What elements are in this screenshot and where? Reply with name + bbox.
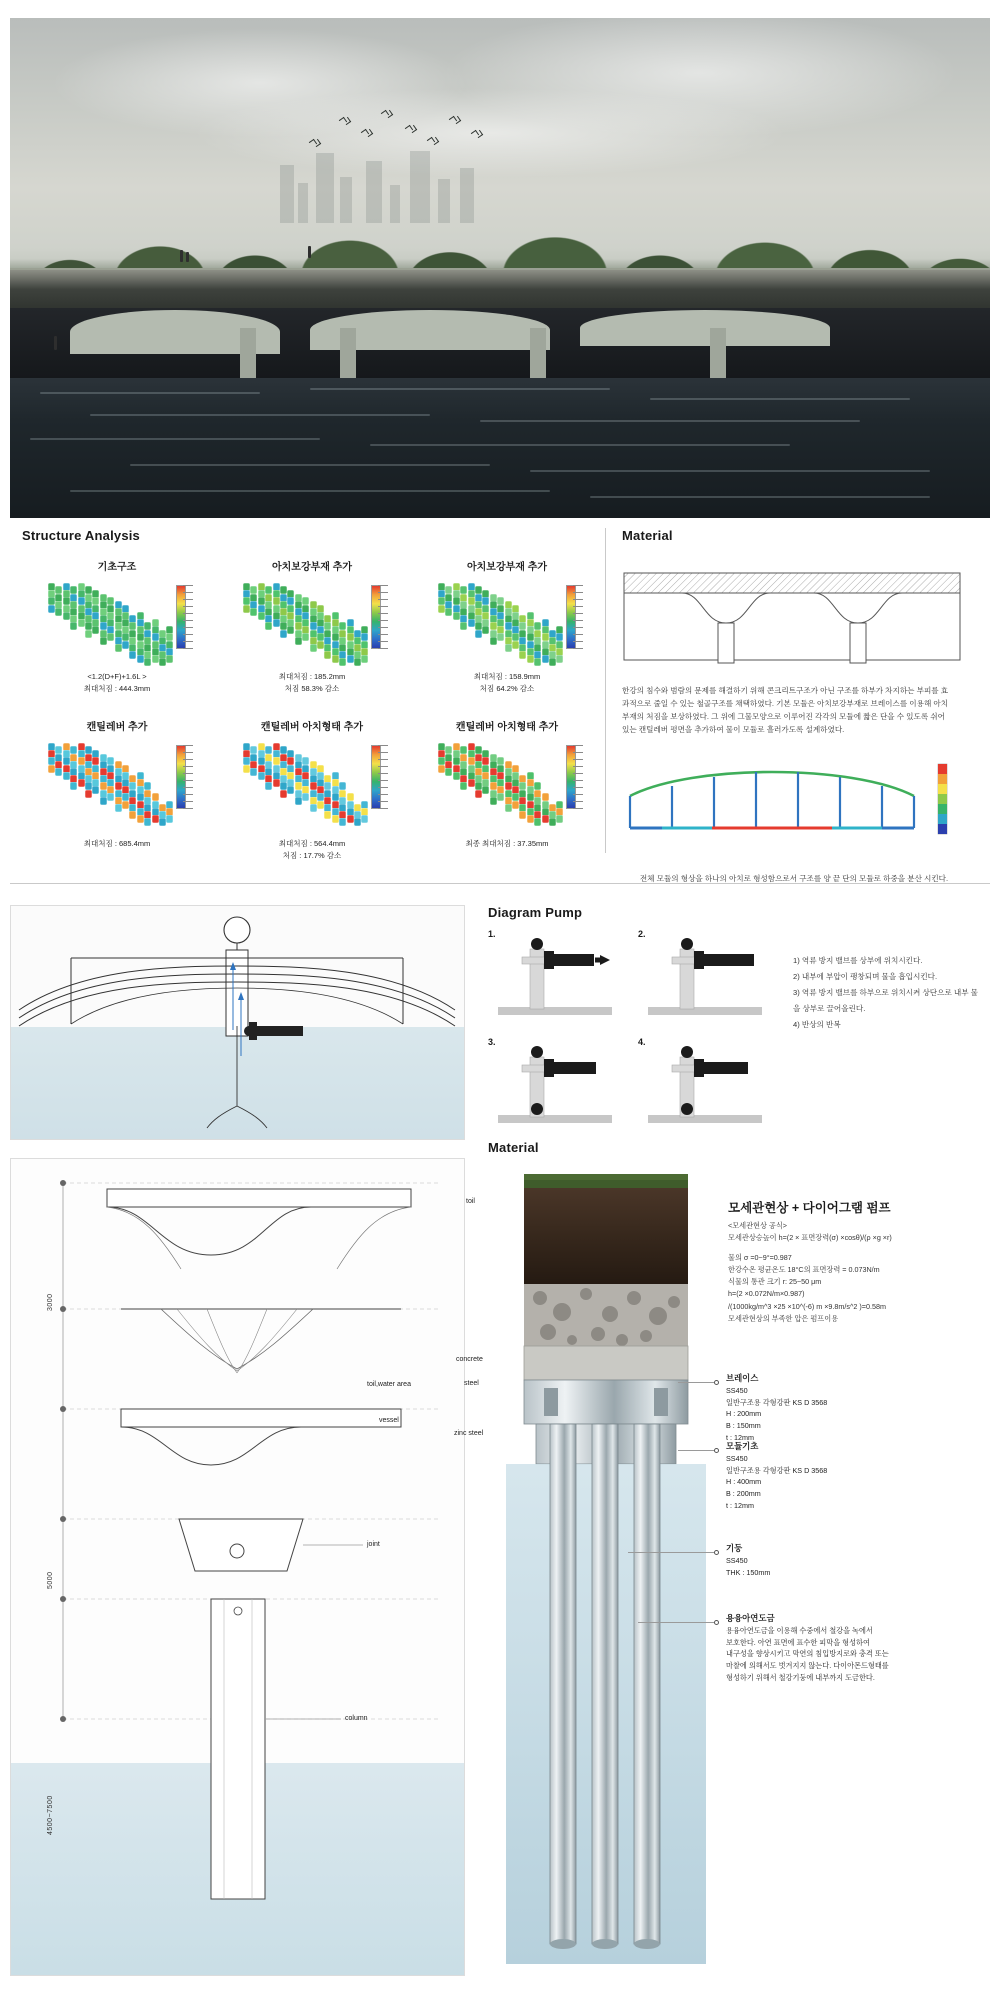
capillary-formula [728,1220,978,1325]
fea-legend-ticks [171,745,193,809]
fea-plot [432,577,582,667]
module-section-svg [622,565,962,670]
material-panel-2 [454,1140,990,1976]
callout-line: 일반구조용 각형강판 KS D 3568 [726,1397,828,1407]
pedestrian [308,246,311,258]
formula-line: <모세관현상 공식> [728,1221,787,1230]
pump-step [638,929,768,1024]
callout-line: 마찰에 의해서도 벗겨지지 않는다. 다이아몬드형태를 [726,1660,889,1670]
formula-line: 식물의 통관 크기 r: 25~50 μm [728,1277,822,1287]
formula-line: 한강수온 평균온도 18°C의 표면장력 = 0.073N/m [728,1265,880,1275]
pump-instructions [793,953,983,1033]
fea-note-b: 처짐 58.3% 감소 [284,683,340,693]
callout-leader [638,1622,714,1623]
fea-mesh [237,737,387,827]
bird-icon [450,117,458,121]
tag-toil-water-area: toil,water area [367,1381,411,1388]
pedestrian [54,336,57,350]
hero-render [10,18,990,518]
callout-title: 기둥 [726,1543,743,1553]
bird-icon [340,118,348,122]
module-section-drawing [622,565,962,670]
pump-step [638,1037,768,1132]
fea-case-caption: 기초구조 [97,562,137,573]
truss-svg [622,750,962,865]
tag-toil: toil [466,1198,475,1205]
pump-step-svg [496,1043,614,1131]
diagram-pump-section [10,905,990,1145]
dimension-3000: 3000 [47,1293,54,1311]
pump-step [488,1037,618,1132]
callout-galvanizing [726,1612,976,1683]
callout-line: 형성하기 위해서 철강기둥에 내부까지 도금한다. [726,1672,875,1682]
pump-step-number: 1. [488,929,496,939]
pump-step-grid [488,929,778,1134]
callout-line: H : 200mm [726,1409,762,1419]
callout-leader [628,1552,714,1553]
fea-plot [432,737,582,827]
fea-case [217,718,407,862]
callout-leader [678,1382,714,1383]
callout-line: 보호한다. 아연 표면에 표수한 피막을 형성하여 [726,1637,870,1647]
fea-mesh [432,577,582,667]
fea-mesh [237,577,387,667]
callout-line: B : 150mm [726,1420,761,1430]
material-title-2: Material [488,1140,539,1155]
fea-mesh [42,737,192,827]
pump-step-number: 4. [638,1037,646,1047]
pump-step-svg [496,935,614,1023]
bird-icon [382,111,390,115]
formula-line: 모세관상승높이 h=(2 × 표면장력(σ) ×cosθ)/(ρ ×g ×r) [728,1233,892,1243]
fea-case-caption: 아치보강부재 추가 [271,562,353,573]
callout-title: 용융아연도금 [726,1613,775,1623]
fea-case [22,558,212,695]
callout-brace [726,1372,966,1443]
vertical-divider [605,528,606,853]
tag-zinc-steel: zinc steel [454,1430,484,1437]
tag-concrete: concrete [456,1356,483,1363]
callout-line: t : 12mm [726,1432,754,1442]
fea-note-b: 최대처짐 : 444.3mm [83,683,151,693]
pump-step-svg [646,1043,764,1131]
callout-line: t : 12mm [726,1500,754,1510]
formula-line: h=(2 ×0.072N/m×0.987) [728,1289,805,1299]
pump-step [488,929,618,1024]
bridge-section-svg [11,1159,464,1975]
fea-legend-ticks [366,745,388,809]
pump-step-number: 2. [638,929,646,939]
fea-note-a: 최대처짐 : 685.4mm [83,839,151,848]
pump-instruction-3: 3) 역류 방지 밸브를 하부으로 위치시켜 상단으로 내부 물을 상부로 끌어올린다. [793,987,979,1013]
pedestrian [180,250,183,262]
tag-joint: joint [367,1541,380,1548]
bird-icon [472,131,480,135]
fea-legend-ticks [366,585,388,649]
diagram-pump-title: Diagram Pump [488,905,583,920]
formula-line: 물의 σ =0~9°=0.987 [728,1253,792,1263]
bridge-elevation-svg [11,906,464,1139]
callout-line: 일반구조용 각형강판 KS D 3568 [726,1465,828,1475]
fea-mesh [42,577,192,667]
callout-bullet [714,1620,719,1625]
fea-note-b: 처짐 : 17.7% 감소 [282,850,342,860]
callout-line: H : 400mm [726,1477,762,1487]
pump-diagram-panel [488,905,990,1047]
bird-icon [362,130,370,134]
tag-steel: steel [464,1380,479,1387]
fea-note-a: 최종 최대처짐 : 37.35mm [465,839,549,848]
callout-line: 내구성을 향상시키고 막연의 침입방지로와 충격 또는 [726,1649,889,1659]
tag-column: column [345,1715,368,1722]
fea-note-a: <1.2(D+F)+1.6L > [87,672,147,681]
tag-vessel: vessel [379,1417,399,1424]
bird-icon [428,138,436,142]
material-title-1: Material [622,528,673,543]
material-body-1: 한강의 침수와 범람의 문제를 해결하기 위해 콘크리트구조가 아닌 구조를 하부가 차지하는 부피를 효과적으로 줄일 수 있는 철골구조를 채택하였다. 기본 모듈은 아치보강부재로 브레이스를 이용해 아치부재의 처짐을 보상하였다. 그 위에 그물모양으로 이루어진 각각의 모듈에 짧은 단을 수 있도록 쉬어있는 캔틸레버 평면을 추가하여 물이 모듈로 흘러가도록 설계하였다. [622,686,949,735]
material-panel-1 [622,528,990,886]
fea-note-a: 최대처짐 : 185.2mm [278,672,346,681]
callout-line: SS450 [726,1556,748,1566]
bird-icon [406,126,414,130]
structure-analysis-title: Structure Analysis [22,528,140,543]
fea-plot [237,737,387,827]
callout-line: SS450 [726,1454,748,1464]
callout-line: SS450 [726,1386,748,1396]
callout-column [726,1542,966,1578]
callout-line: THK : 150mm [726,1567,771,1577]
formula-line: /(1000kg/m^3 ×25 ×10^(-6) m ×9.8m/s^2 )=0.58m [728,1301,886,1311]
fea-plot [42,737,192,827]
callout-line: B : 200mm [726,1488,761,1498]
fea-case [217,558,407,695]
fea-case [412,718,602,850]
callout-title: 모듈기초 [726,1441,759,1451]
fea-plot [42,577,192,667]
callout-title: 브레이스 [726,1373,759,1383]
truss-analysis-diagram [622,750,962,865]
bird-icon [310,140,318,144]
pedestrian [186,252,189,262]
fea-case-caption: 아치보강부재 추가 [466,562,548,573]
callout-bullet [714,1380,719,1385]
module-stack-visual [506,1174,706,1969]
pump-step-number: 3. [488,1037,496,1047]
callout-bullet [714,1448,719,1453]
material-caption-1: 전체 모듈의 형상을 하나의 아치로 형성함으로서 구조를 양 끝 단의 모듈로 하중을 분산 시킨다. [639,874,949,884]
bridge-elevation-drawing [10,905,465,1140]
callout-line: 용융아연도금을 이용해 수중에서 철강을 녹에서 [726,1626,873,1636]
bridge-section-drawing [10,1158,465,1976]
bridge-arch [580,310,830,346]
pump-instruction-4: 4) 반상의 반복 [793,1019,841,1029]
fea-note-a: 최대처짐 : 158.9mm [473,672,541,681]
callout-leader [678,1450,714,1451]
pump-step-svg [646,935,764,1023]
fea-note-a: 최대처짐 : 564.4mm [278,839,346,848]
callout-bullet [714,1550,719,1555]
module-stack-svg [506,1174,706,1964]
pump-instruction-1: 1) 역류 방지 밸브를 상부에 위치시킨다. [793,956,923,965]
fea-case [22,718,212,850]
fea-case [412,558,602,695]
material2-heading: 모세관현상 + 다이어그램 펌프 [728,1201,891,1215]
structure-analysis-section [10,528,990,884]
section-divider [10,883,990,884]
formula-line: 모세관현상의 부족한 압은 펌프이용 [728,1313,839,1323]
fea-case-caption: 캔틸레버 추가 [86,722,148,733]
callout-module-base [726,1440,966,1511]
fea-plot [237,577,387,667]
fea-legend-ticks [561,745,583,809]
fea-case-caption: 캔틸레버 아치형태 추가 [455,722,559,733]
fea-case-caption: 캔틸레버 아치형태 추가 [260,722,364,733]
dimension-4500-7500: 4500~7500 [47,1795,54,1835]
fea-note-b: 처짐 64.2% 감소 [479,683,535,693]
fea-legend-ticks [171,585,193,649]
detail-section [10,1140,990,1984]
pump-instruction-2: 2) 내부에 부압이 팽창되며 물을 흡입시킨다. [793,971,938,981]
fea-legend-ticks [561,585,583,649]
river-water [10,378,990,518]
dimension-5000: 5000 [47,1571,54,1589]
fea-mesh [432,737,582,827]
